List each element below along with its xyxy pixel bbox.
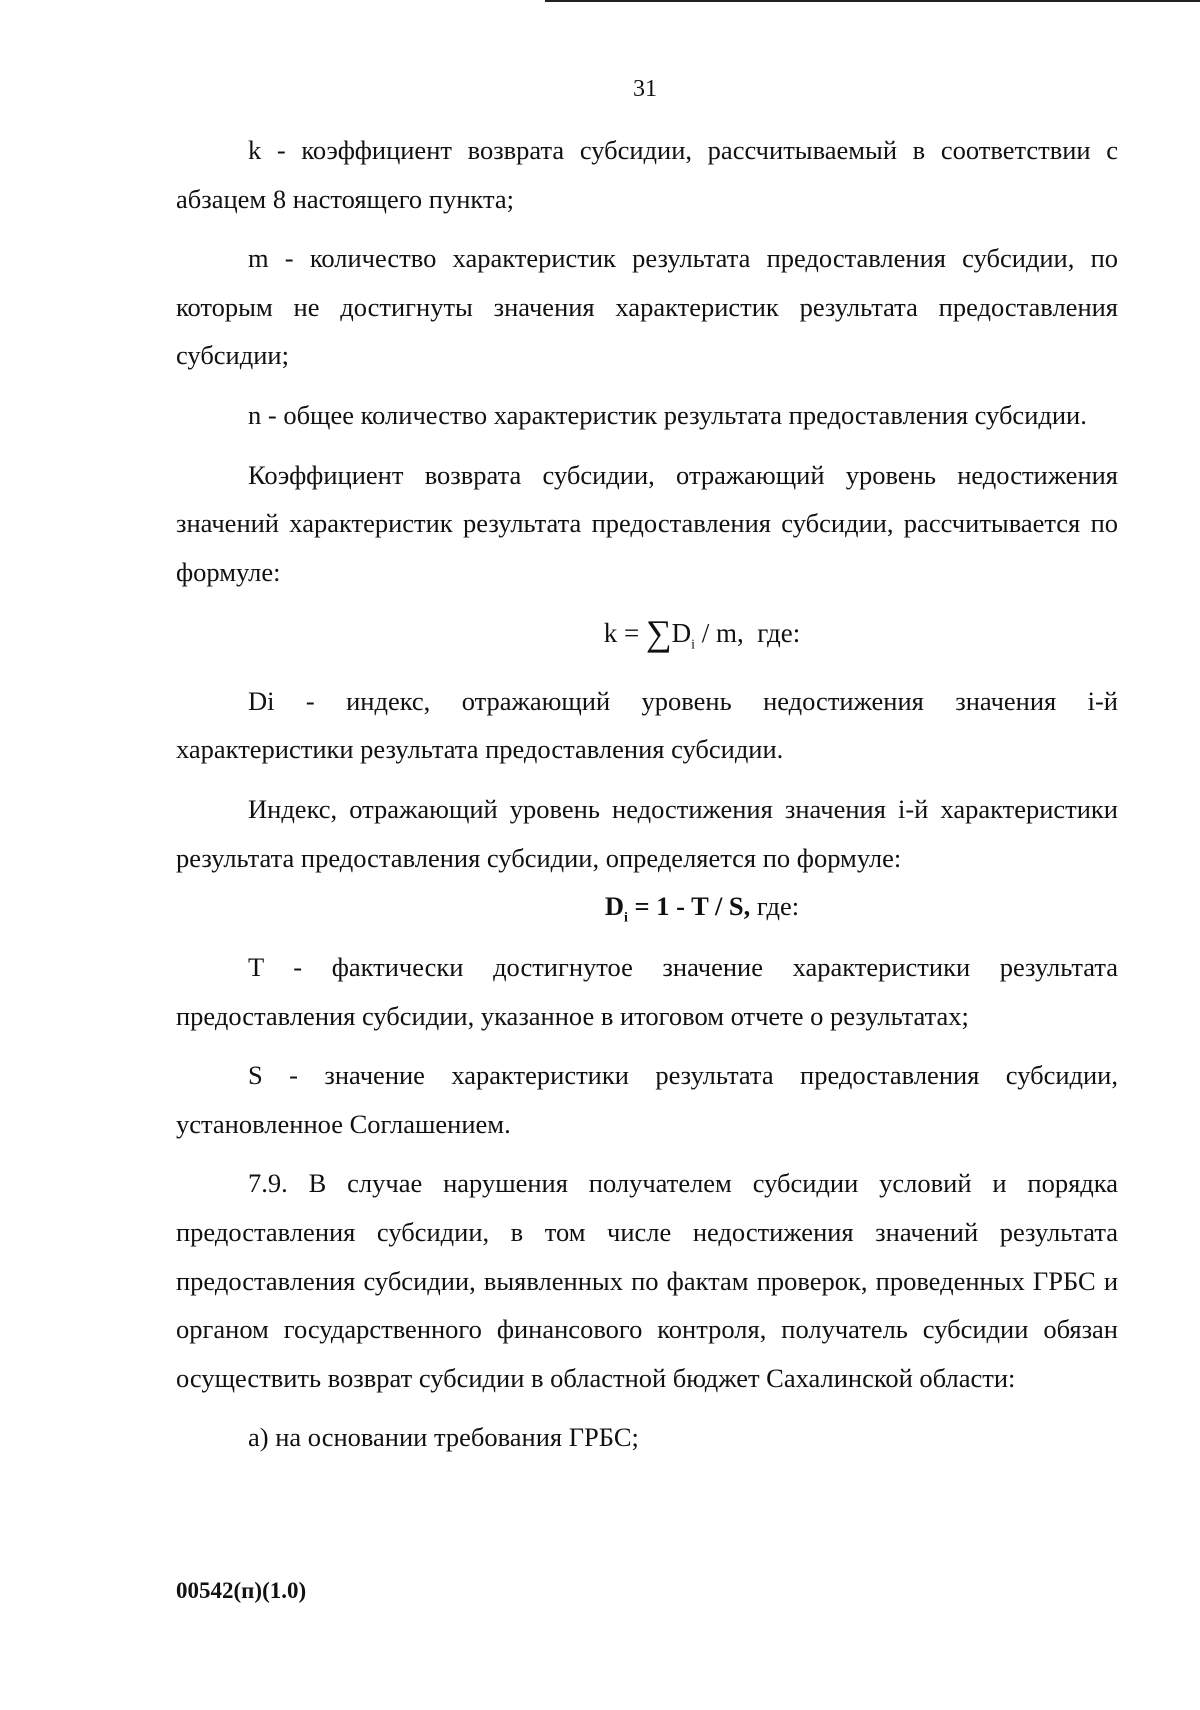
sum-symbol: ∑ bbox=[645, 613, 672, 654]
paragraph-k-definition: k - коэффициент возврата субсидии, рассчитываемый в соответствии с абзацем 8 настоящего пункта; bbox=[176, 135, 1118, 214]
paragraph-index-intro: Индекс, отражающий уровень недостижения значения i-й характеристики результата предоставления субсидии, определяется по формуле: bbox=[176, 793, 1118, 873]
paragraph-t-definition: T - фактически достигнутое значение характеристики результата предоставления субсидии, указанное в итоговом отчете о результатах; bbox=[176, 952, 1118, 1031]
formula-k-lhs: k = bbox=[603, 618, 646, 649]
paragraph-s-definition: S - значение характеристики результата предоставления субсидии, установленное Соглашением. bbox=[176, 1060, 1118, 1139]
paragraph-n-definition: n - общее количество характеристик результата предоставления субсидии. bbox=[248, 399, 1087, 430]
formula-k-d: D bbox=[671, 618, 692, 649]
top-border-line bbox=[545, 0, 1200, 2]
formula-k bbox=[176, 602, 1118, 676]
paragraph-7-9: 7.9. В случае нарушения получателем субсидии условий и порядка предоставления субсидии, в том числе недостижения значений результата предоставления субсидии, выявленных по фактам проверок, проведенных ГРБС и органом государственного финансового контроля, получатель субсидии обязан осуществить возврат субсидии в областной бюджет Сахалинской области: bbox=[176, 1168, 1118, 1393]
paragraph-m-definition: m - количество характеристик результата предоставления субсидии, по которым не достигнуты значения характеристик результата предоставления субсидии; bbox=[176, 243, 1118, 371]
paragraph-item-a: а) на основании требования ГРБС; bbox=[248, 1422, 639, 1453]
formula-di bbox=[176, 882, 1118, 943]
document-code: 00542(п)(1.0) bbox=[176, 1578, 307, 1603]
paragraph-di-definition: Di - индекс, отражающий уровень недостижения значения i-й характеристики результата предоставления субсидии. bbox=[176, 685, 1118, 765]
body-text bbox=[176, 126, 1118, 1462]
formula-k-subscript: i bbox=[691, 637, 696, 653]
formula-di-subscript: i bbox=[624, 910, 628, 926]
paragraph-coefficient-intro: Коэффициент возврата субсидии, отражающий уровень недостижения значений характеристик результата предоставления субсидии, рассчитывается по формуле: bbox=[176, 459, 1118, 587]
formula-di-suffix: где: bbox=[750, 891, 800, 922]
formula-k-suffix: где: bbox=[757, 618, 801, 649]
formula-di-expr: = 1 - T / S, bbox=[627, 891, 751, 922]
formula-k-rest: / m, bbox=[695, 618, 744, 649]
page-number: 31 bbox=[633, 76, 657, 102]
formula-di-d: D bbox=[604, 891, 625, 922]
